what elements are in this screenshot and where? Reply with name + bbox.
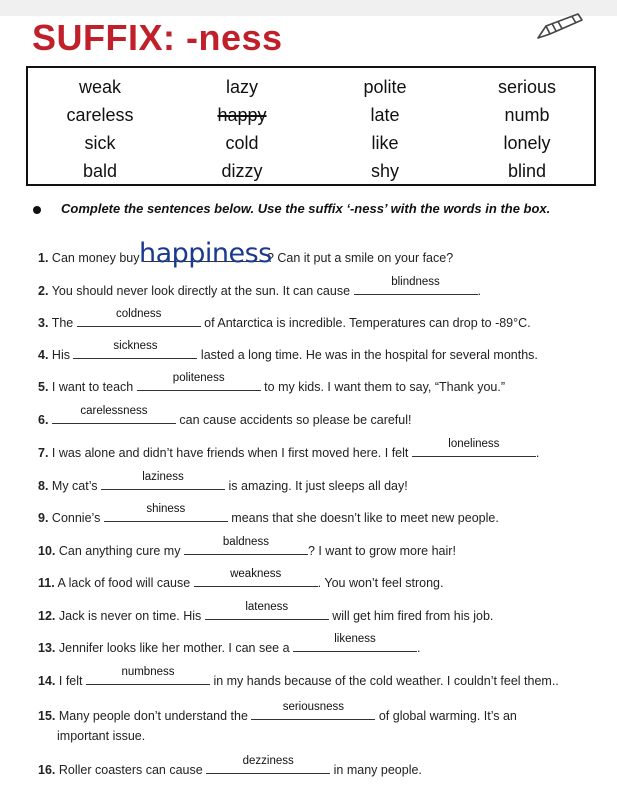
sentence [38, 503, 499, 527]
answer-blank[interactable] [251, 701, 375, 720]
sentence [38, 701, 517, 725]
sentence-text-after: of Antarctica is incredible. Temperatures can drop to -89°C. [200, 316, 531, 330]
sentence-text-before: Jack is never on time. His [58, 609, 205, 623]
word-box-word: lonely [503, 133, 551, 153]
typed-answer: baldness [222, 536, 269, 548]
sentence-number: 13. [38, 641, 56, 655]
word-box-word: late [370, 105, 400, 125]
word-box-word: shy [370, 161, 399, 181]
sentence [38, 276, 481, 300]
word-box-word: cold [225, 133, 259, 153]
sentence-number: 10. [38, 544, 56, 558]
sentence-text-after: is amazing. It just sleeps all day! [225, 479, 408, 493]
word-box-word: like [371, 133, 399, 153]
sentence-number: 6. [38, 413, 49, 427]
sentence-text-after: in my hands because of the cold weather. I couldn’t feel them.. [209, 674, 559, 688]
sentence-text-after: . [535, 446, 540, 460]
word-box-word: weak [78, 77, 122, 97]
sentence-text-after: lasted a long time. He was in the hospital for several months. [197, 348, 538, 362]
sentence-text-before: Connie’s [51, 511, 104, 525]
word-box-word: careless [66, 105, 134, 125]
answer-blank[interactable] [77, 308, 201, 327]
word-box-word: dizzy [221, 161, 263, 181]
sentence-text-before: Can anything cure my [58, 544, 184, 558]
sentence-number: 14. [38, 674, 56, 688]
sentence-text-before: Roller coasters can cause [58, 763, 207, 777]
typed-answer: lateness [245, 601, 289, 613]
sentence-text-after: will get him fired from his job. [328, 609, 494, 623]
sentence-number: 3. [38, 316, 49, 330]
sentence-number: 9. [38, 511, 49, 525]
typed-answer: politeness [172, 372, 225, 384]
handwritten-answer: happiness [138, 238, 272, 269]
sentence-number: 4. [38, 348, 49, 362]
sentence-text-after: of global warming. It’s an [375, 709, 517, 723]
typed-answer: sickness [113, 340, 158, 352]
sentence-text-before: A lack of food will cause [57, 576, 194, 590]
answer-blank[interactable] [354, 276, 478, 295]
sentence-text-before: Can money buy [51, 251, 143, 265]
sentence [38, 308, 531, 332]
sentence-number: 12. [38, 609, 56, 623]
sentence-text-before: The [51, 316, 77, 330]
sentence-continuation: important issue. [57, 729, 146, 743]
sentence-number: 8. [38, 479, 49, 493]
word-box-word: numb [504, 105, 550, 125]
sentence-text-before: Many people don’t understand the [58, 709, 252, 723]
answer-blank[interactable] [86, 666, 210, 685]
sentence-number: 5. [38, 380, 49, 394]
typed-answer: seriousness [282, 701, 345, 713]
typed-answer: likeness [334, 633, 376, 645]
sentence-text-before: I was alone and didn’t have friends when I first moved here. I felt [51, 446, 412, 460]
sentence-number: 16. [38, 763, 56, 777]
word-box-word: sick [84, 133, 116, 153]
sentence-text-after: . [417, 641, 421, 655]
sentence-text-after: ? Can it put a smile on your face? [266, 251, 454, 265]
sentence [38, 340, 538, 364]
typed-answer: weakness [230, 568, 282, 580]
typed-answer: laziness [142, 471, 184, 483]
sentence [38, 568, 444, 592]
sentence-number: 15. [38, 709, 56, 723]
worksheet-title: SUFFIX: -ness [32, 17, 283, 58]
typed-answer: shiness [146, 503, 186, 515]
sentence-text-before: You should never look directly at the sun. It can cause [51, 284, 354, 298]
word-box-word: lazy [225, 77, 258, 97]
sentence [38, 372, 506, 396]
sentence-text-before: His [51, 348, 74, 362]
typed-answer: numbness [121, 666, 175, 678]
word-box-word: bald [82, 161, 118, 181]
answer-blank[interactable] [52, 405, 176, 424]
sentence [38, 405, 412, 429]
typed-answer: coldness [116, 308, 162, 320]
answer-blank[interactable] [101, 471, 225, 490]
answer-blank[interactable] [73, 340, 197, 359]
sentence-text-after: means that she doesn’t like to meet new people. [227, 511, 499, 525]
word-box-word: blind [507, 161, 547, 181]
answer-blank[interactable] [412, 438, 536, 457]
answer-blank[interactable] [206, 755, 330, 774]
sentence [38, 238, 454, 269]
sentence [38, 601, 494, 625]
sentence-text-after: . You won’t feel strong. [317, 576, 444, 590]
answer-blank[interactable] [194, 568, 318, 587]
sentence-number: 2. [38, 284, 49, 298]
answer-blank[interactable] [137, 372, 261, 391]
answer-blank[interactable] [138, 238, 272, 269]
sentence [38, 755, 422, 779]
sentence [38, 666, 559, 690]
answer-blank[interactable] [104, 503, 228, 522]
answer-blank[interactable] [205, 601, 329, 620]
sentence [38, 438, 540, 462]
sentence-number: 7. [38, 446, 49, 460]
typed-answer: blindness [391, 276, 440, 288]
sentence-text-before: My cat’s [51, 479, 102, 493]
sentence-text-after: ? I want to grow more hair! [307, 544, 456, 558]
typed-answer: dezziness [242, 755, 294, 767]
sentence-text-before: I felt [58, 674, 86, 688]
bullet [33, 206, 41, 214]
word-box-word: polite [363, 77, 407, 97]
answer-blank[interactable] [184, 536, 308, 555]
sentence [38, 633, 421, 657]
word-box-word: happy [217, 105, 267, 125]
sentence-text-after: can cause accidents so please be careful! [175, 413, 412, 427]
word-box [26, 66, 596, 186]
typed-answer: loneliness [448, 438, 500, 450]
answer-blank[interactable] [293, 633, 417, 652]
sentence [38, 471, 408, 495]
word-box-word: serious [497, 77, 557, 97]
typed-answer: carelessness [80, 405, 148, 417]
sentence-text-before: Jennifer looks like her mother. I can see a [58, 641, 294, 655]
sentence-text-after: in many people. [330, 763, 422, 777]
pencil-icon [534, 12, 586, 42]
sentence [38, 536, 456, 560]
sentence-text-before: I want to teach [51, 380, 137, 394]
instructions: Complete the sentences below. Use the suffix ‘-ness’ with the words in the box. [61, 201, 551, 216]
top-bar [0, 0, 617, 16]
sentence-number: 1. [38, 251, 49, 265]
sentence-text-after: to my kids. I want them to say, “Thank you.” [260, 380, 506, 394]
sentence-text-after: . [477, 284, 481, 298]
sentence-number: 11. [38, 576, 55, 590]
